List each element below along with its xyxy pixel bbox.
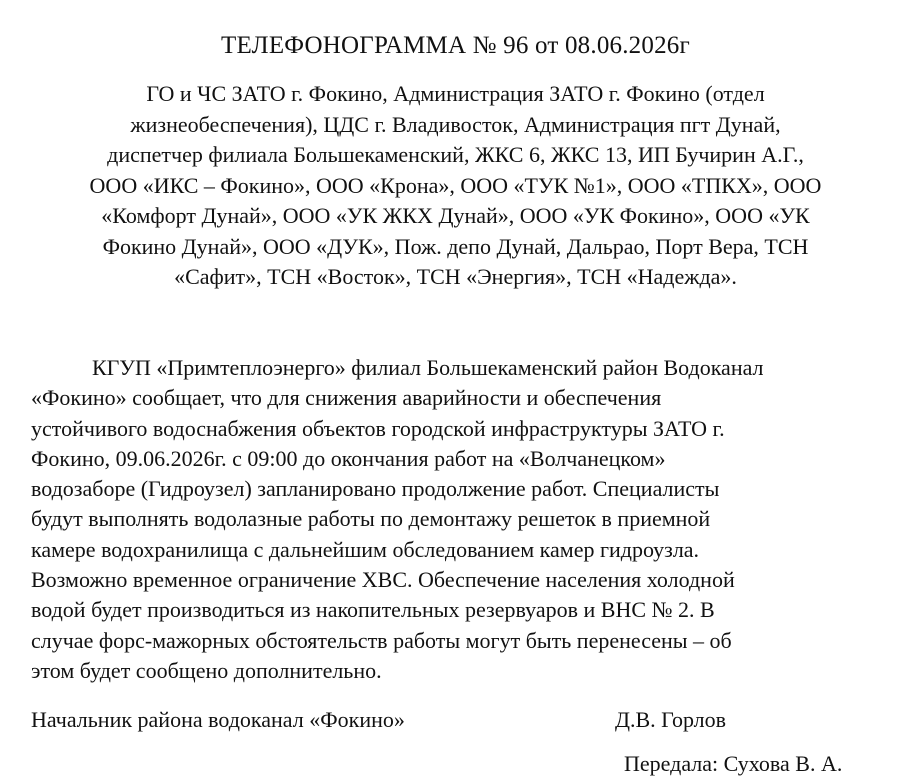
body-line: случае форс-мажорных обстоятельств работы могут быть перенесены – об (31, 627, 732, 653)
body-line: будут выполнять водолазные работы по демонтажу решеток в приемной (31, 506, 711, 532)
body-line: камере водохранилища с дальнейшим обследованием камер гидроузла. (31, 536, 700, 562)
sender-line: Передала: Сухова В. А. (624, 751, 843, 776)
body-line: этом будет сообщено дополнительно. (31, 657, 382, 683)
addressees-line: ООО «ИКС – Фокино», ООО «Крона», ООО «ТУК №1», ООО «ТПКХ», ООО (89, 172, 822, 198)
addressees-block (20, 79, 891, 293)
body-line: Фокино, 09.06.2026г. с 09:00 до окончания работ на «Волчанецком» (31, 445, 666, 471)
body-line: КГУП «Примтеплоэнерго» филиал Большекаменский район Водоканал (92, 355, 764, 380)
addressees-line: ГО и ЧС ЗАТО г. Фокино, Администрация ЗАТО г. Фокино (отдел (146, 81, 765, 106)
addressees-line: «Сафит», ТСН «Восток», ТСН «Энергия», ТСН «Надежда». (174, 264, 737, 289)
addressees-line: жизнеобеспечения), ЦДС г. Владивосток, Администрация пгт Дунай, (130, 111, 781, 137)
body-line: устойчивого водоснабжения объектов городской инфраструктуры ЗАТО г. (31, 415, 725, 441)
message-body (31, 353, 891, 686)
body-line: Возможно временное ограничение ХВС. Обеспечение населения холодной (31, 567, 735, 593)
body-line: водозаборе (Гидроузел) запланировано продолжение работ. Специалисты (31, 476, 720, 502)
addressees-line: «Комфорт Дунай», ООО «УК ЖКХ Дунай», ООО «УК Фокино», ООО «УК (101, 203, 810, 228)
signature-position: Начальник района водоканал «Фокино» (31, 707, 405, 732)
body-line: водой будет производиться из накопительных резервуаров и ВНС № 2. В (31, 597, 715, 623)
body-line: «Фокино» сообщает, что для снижения аварийности и обеспечения (31, 385, 662, 411)
addressees-line: диспетчер филиала Большекаменский, ЖКС 6, ЖКС 13, ИП Бучирин А.Г., (107, 142, 804, 167)
document-title: ТЕЛЕФОНОГРАММА № 96 от 08.06.2026г (221, 32, 690, 59)
signature-name: Д.В. Горлов (615, 707, 727, 732)
addressees-line: Фокино Дунай», ООО «ДУК», Пож. депо Дунай, Дальрао, Порт Вера, ТСН (102, 233, 809, 259)
